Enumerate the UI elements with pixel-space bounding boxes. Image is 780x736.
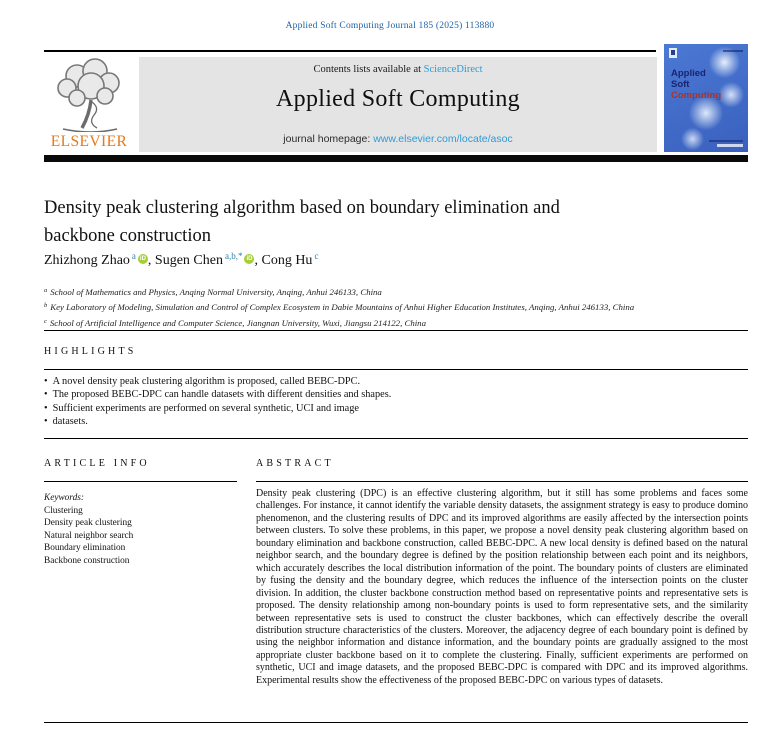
keyword: Density peak clustering — [44, 518, 132, 528]
affiliation-text: School of Mathematics and Physics, Anqing Normal University, Anqing, Anhui 246133, China — [50, 287, 382, 297]
keyword: Backbone construction — [44, 555, 130, 566]
cover-issue-text — [723, 50, 743, 52]
author-superscript: a — [131, 251, 136, 261]
cover-title-line1: Applied — [671, 68, 706, 79]
article-title: Density peak clustering algorithm based on boundary elimination and backbone construction — [44, 198, 560, 246]
cover-title-line3: Computing — [671, 90, 722, 101]
journal-title: Applied Soft Computing — [276, 86, 520, 112]
cover-logo-icon — [669, 48, 677, 58]
author-name: Sugen Chen — [154, 253, 223, 268]
homepage-line — [139, 133, 657, 145]
keyword: Natural neighbor search — [44, 530, 134, 541]
affiliation-text: Key Laboratory of Modeling, Simulation and Control of Complex Ecosystem in Dabie Mountains of Anhui Higher Education Institutes, Anqing, Anhui 246133, China — [50, 302, 635, 313]
author-name: Cong Hu — [261, 253, 313, 268]
author-superscript: a,b,* — [224, 251, 243, 261]
contents-prefix: Contents lists available at — [313, 64, 424, 75]
affiliation-text: School of Artificial Intelligence and Computer Science, Jiangnan University, Wuxi, Jiangsu 214122, China — [49, 317, 426, 328]
elsevier-logo — [44, 57, 134, 152]
abstract-rule — [256, 481, 748, 482]
cover-title-line2: Soft — [671, 79, 690, 90]
affiliation — [44, 315, 634, 330]
highlight-item: • Sufficient experiments are performed on several synthetic, UCI and image — [44, 402, 391, 415]
header-rule — [44, 50, 656, 52]
abstract-heading: ABSTRACT — [256, 458, 334, 469]
keywords-label: Keywords: — [44, 493, 84, 503]
abstract-text: Density peak clustering (DPC) is an effective clustering algorithm, but it still has some problems and faces some challenges. For instance, it cannot identify the variable density datasets, the assignment strategy is easy to produce domino phenomenon, and the clustering results of DPC and its improved algorithms are easily affected by the intersection points between clusters. To solve these problems, in this paper, we propose a novel density peak clustering algorithm based on boundary elimination and backbone construction, called BEBC-DPC. A new local density is defined based on the natural neighbor search, and the boundary degree is defined by the position relationship between each point and its neighbors, which accurately describes the local distribution information of the point. The boundary points of clusters are eliminated by fusing the density and the boundary degree, which reduces the influence of the intersection points on the cluster division. In addition, the cluster backbone construction method based on representative points and representative sets is proposed. The density relationship among non-boundary points is used to form representative sets, and the similarity between representative sets is used to construct the cluster backbones, which can effectively describe the overall distribution structure characteristics of the clusters. Moreover, the adjacency degree of each boundary point is defined by using the neighbor information and distance information, and the boundary points are gradually assigned to the most appropriate cluster backbone based on it to complete the clustering. Finally, sufficient experiments are performed on synthetic, UCI and image datasets, and the proposed BEBC-DPC is compared with DPC and its improved algorithms. Experimental results show the effectiveness of the proposed BEBC-DPC on various types of datasets. — [256, 488, 748, 686]
sciencedirect-link[interactable]: ScienceDirect — [423, 64, 483, 75]
affiliation-list — [44, 284, 634, 330]
journal-citation-link[interactable]: Applied Soft Computing Journal 185 (2025) 113880 — [285, 21, 495, 31]
keywords-block — [44, 492, 133, 567]
highlight-item: • datasets. — [44, 415, 391, 428]
contents-line — [139, 64, 657, 75]
cover-footer-text — [709, 140, 743, 142]
article-info-rule — [44, 481, 237, 482]
cover-footer-badge — [717, 144, 743, 147]
affiliation-superscript: b — [44, 302, 48, 310]
author-name: Zhizhong Zhao — [44, 253, 130, 268]
highlights-list — [44, 375, 391, 429]
affiliation-superscript: a — [44, 287, 48, 294]
separator-rule — [44, 722, 748, 723]
highlights-heading: HIGHLIGHTS — [44, 346, 137, 357]
orcid-icon[interactable]: iD — [246, 256, 253, 262]
elsevier-wordmark: ELSEVIER — [50, 133, 128, 150]
orcid-icon[interactable]: iD — [139, 256, 146, 262]
cover-title — [671, 68, 721, 101]
author-superscript: c — [314, 251, 319, 261]
keyword: Boundary elimination — [44, 543, 126, 553]
homepage-prefix: journal homepage: — [283, 133, 374, 145]
highlight-item: • A novel density peak clustering algorithm is proposed, called BEBC-DPC. — [44, 375, 391, 388]
journal-cover-thumbnail[interactable] — [664, 44, 748, 152]
affiliation — [44, 299, 634, 314]
author-line: Zhizhong Zhao $^a$ iD , Sugen Chen $^{a,b,*}$ iD , Cong Hu $^c$ — [44, 251, 319, 268]
homepage-link[interactable]: www.elsevier.com/locate/asoc — [373, 133, 513, 145]
separator-rule — [44, 369, 748, 370]
elsevier-tree-icon — [47, 58, 131, 132]
affiliation-superscript: c — [44, 317, 47, 325]
keyword: Clustering — [44, 505, 83, 516]
affiliation — [44, 284, 634, 299]
separator-rule — [44, 330, 748, 331]
masthead — [139, 57, 657, 152]
highlight-item: • The proposed BEBC-DPC can handle datasets with different densities and shapes. — [44, 388, 391, 401]
masthead-bottom-bar — [44, 155, 748, 162]
separator-rule — [44, 438, 748, 439]
article-info-heading: ARTICLE INFO — [44, 458, 150, 469]
